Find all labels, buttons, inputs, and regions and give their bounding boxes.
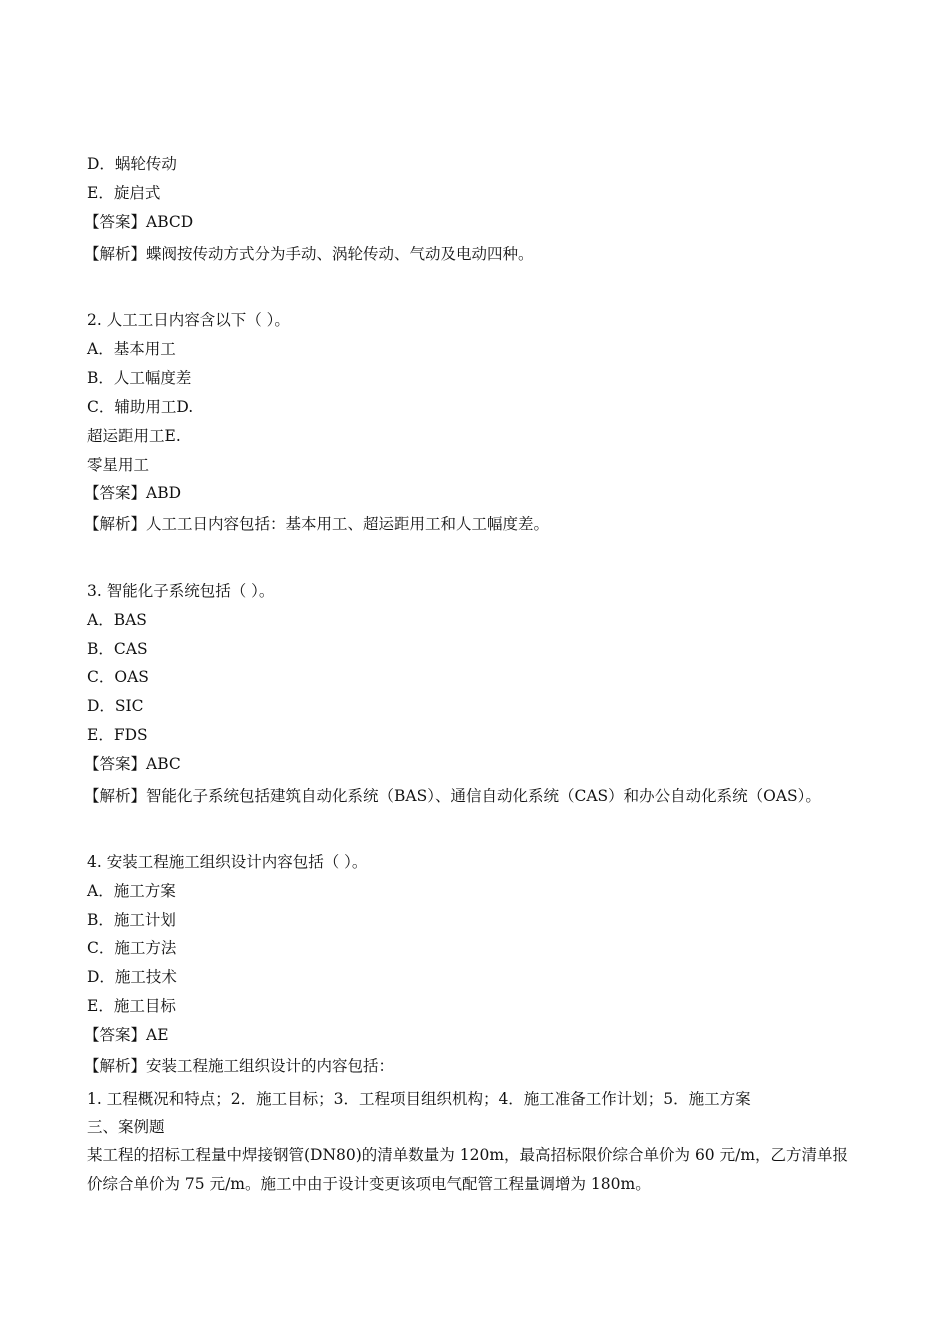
q3-stem: 3. 智能化子系统包括（ ）。: [87, 582, 275, 600]
q4-option-c: C．施工方法: [87, 939, 177, 957]
q4-stem: 4. 安装工程施工组织设计内容包括（ ）。: [87, 853, 368, 871]
q2-option-a: A．基本用工: [87, 340, 176, 358]
q2-option-e: 零星用工: [87, 456, 150, 474]
q3-analysis: 【解析】智能化子系统包括建筑自动化系统（BAS）、通信自动化系统（CAS）和办公自动化系统（OAS）。: [84, 787, 821, 805]
q4-option-a: A．施工方案: [87, 882, 176, 900]
q1-analysis: 【解析】蝶阀按传动方式分为手动、涡轮传动、气动及电动四种。: [84, 245, 534, 263]
q2-option-d: 超运距用工E.: [87, 427, 181, 445]
q2-answer: 【答案】ABD: [84, 484, 182, 502]
q1-option-e: E．旋启式: [87, 184, 161, 202]
q1-option-d: D．蜗轮传动: [87, 155, 177, 173]
q1-answer: 【答案】ABCD: [84, 213, 194, 231]
q4-answer: 【答案】AE: [84, 1026, 169, 1044]
q2-analysis: 【解析】人工工日内容包括：基本用工、超运距用工和人工幅度差。: [84, 515, 550, 533]
q4-option-b: B．施工计划: [87, 911, 176, 929]
case-paragraph: 某工程的招标工程量中焊接钢管(DN80)的清单数量为 120m，最高招标限价综合单价为 60 元/m，乙方清单报价综合单价为 75 元/m。施工中由于设计变更该项电气配管工程量调增为 180m。: [87, 1146, 849, 1193]
q3-option-a: A．BAS: [87, 611, 147, 629]
q2-option-b: B．人工幅度差: [87, 369, 192, 387]
q4-option-d: D．施工技术: [87, 968, 177, 986]
q4-analysis-detail: 1. 工程概况和特点；2．施工目标；3．工程项目组织机构；4．施工准备工作计划；5．施工方案: [87, 1090, 751, 1108]
q2-option-c: C．辅助用工D.: [87, 398, 194, 416]
q3-option-b: B．CAS: [87, 640, 148, 658]
q4-analysis: 【解析】安装工程施工组织设计的内容包括：: [84, 1057, 395, 1075]
q3-option-c: C．OAS: [87, 668, 149, 686]
q2-stem: 2. 人工工日内容含以下（ ）。: [87, 311, 290, 329]
q4-option-e: E．施工目标: [87, 997, 176, 1015]
q3-option-e: E．FDS: [87, 726, 148, 744]
q3-answer: 【答案】ABC: [84, 755, 181, 773]
section-heading: 三、案例题: [87, 1118, 165, 1136]
q3-option-d: D．SIC: [87, 697, 144, 715]
